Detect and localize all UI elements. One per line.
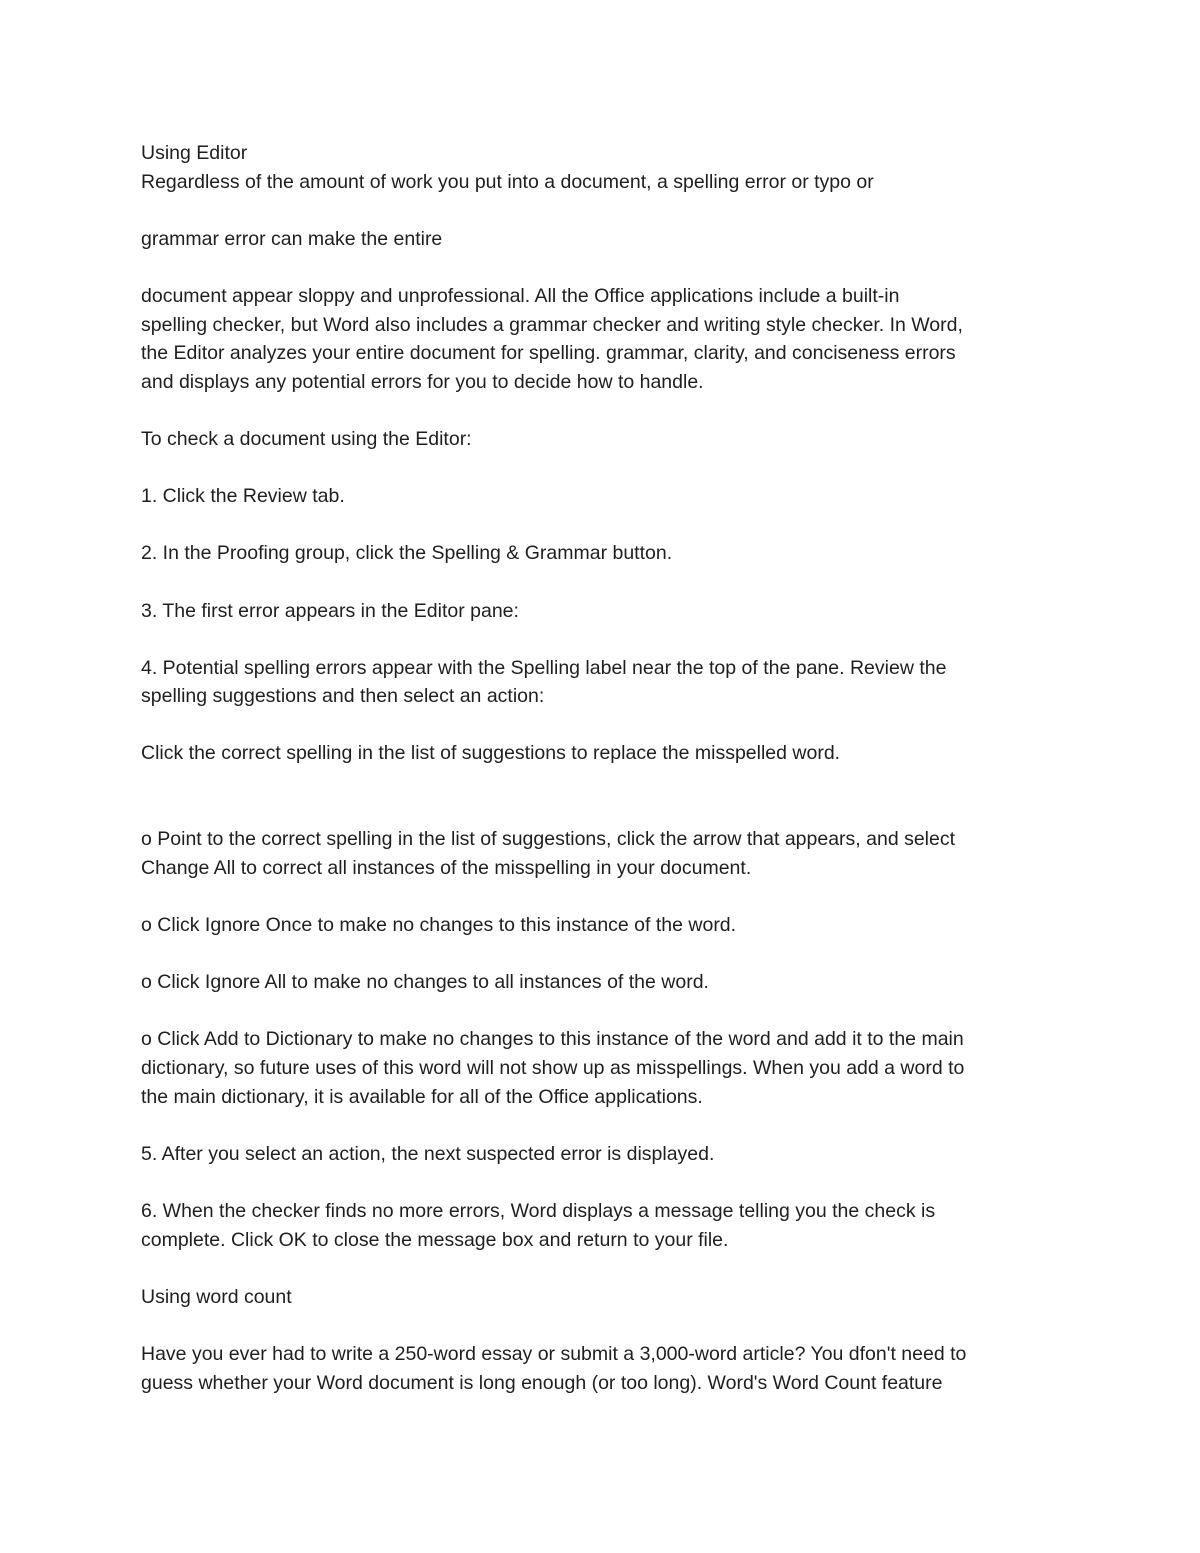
instructions-heading: To check a document using the Editor:: [141, 427, 472, 450]
section-heading-word-count: Using word count: [141, 1285, 292, 1308]
step-5: 5. After you select an action, the next suspected error is displayed.: [141, 1142, 715, 1165]
bullet-add-dictionary: the main dictionary, it is available for all of the Office applications.: [141, 1085, 703, 1108]
bullet-change-all: Change All to correct all instances of the misspelling in your document.: [141, 856, 752, 879]
paragraph-line: Regardless of the amount of work you put into a document, a spelling error or typo or: [141, 170, 874, 193]
step-6: 6. When the checker finds no more errors, Word displays a message telling you the check is: [141, 1199, 936, 1222]
paragraph-line: document appear sloppy and unprofessional. All the Office applications include a built-in: [141, 284, 900, 307]
step-4: 4. Potential spelling errors appear with the Spelling label near the top of the pane. Review the: [141, 656, 947, 679]
paragraph-line: the Editor analyzes your entire document for spelling. grammar, clarity, and conciseness errors: [141, 342, 956, 365]
bullet-change-all: o Point to the correct spelling in the list of suggestions, click the arrow that appears, and select: [141, 828, 956, 851]
paragraph-line: and displays any potential errors for you to decide how to handle.: [141, 370, 704, 393]
paragraph-line: guess whether your Word document is long enough (or too long). Word's Word Count feature: [141, 1371, 943, 1394]
section-heading-using-editor: Using Editor: [141, 142, 248, 164]
step-6: complete. Click OK to close the message box and return to your file.: [141, 1228, 729, 1251]
bullet-ignore-once: o Click Ignore Once to make no changes to this instance of the word.: [141, 914, 737, 937]
paragraph-line: spelling checker, but Word also includes a grammar checker and writing style checker. In Word,: [141, 313, 963, 336]
step-4: spelling suggestions and then select an action:: [141, 685, 545, 708]
step-4-action: Click the correct spelling in the list of suggestions to replace the misspelled word.: [141, 742, 841, 765]
bullet-add-dictionary: dictionary, so future uses of this word will not show up as misspellings. When you add a word to: [141, 1057, 965, 1079]
bullet-add-dictionary: o Click Add to Dictionary to make no changes to this instance of the word and add it to the main: [141, 1028, 964, 1051]
paragraph-line: Have you ever had to write a 250-word essay or submit a 3,000-word article? You dfon't need to: [141, 1342, 967, 1365]
bullet-ignore-all: o Click Ignore All to make no changes to all instances of the word.: [141, 971, 709, 994]
step-1: 1. Click the Review tab.: [141, 485, 345, 508]
document-body: [141, 139, 1071, 1397]
paragraph-line: grammar error can make the entire: [141, 227, 443, 250]
step-2: 2. In the Proofing group, click the Spelling & Grammar button.: [141, 542, 673, 565]
step-3: 3. The first error appears in the Editor pane:: [141, 599, 519, 622]
